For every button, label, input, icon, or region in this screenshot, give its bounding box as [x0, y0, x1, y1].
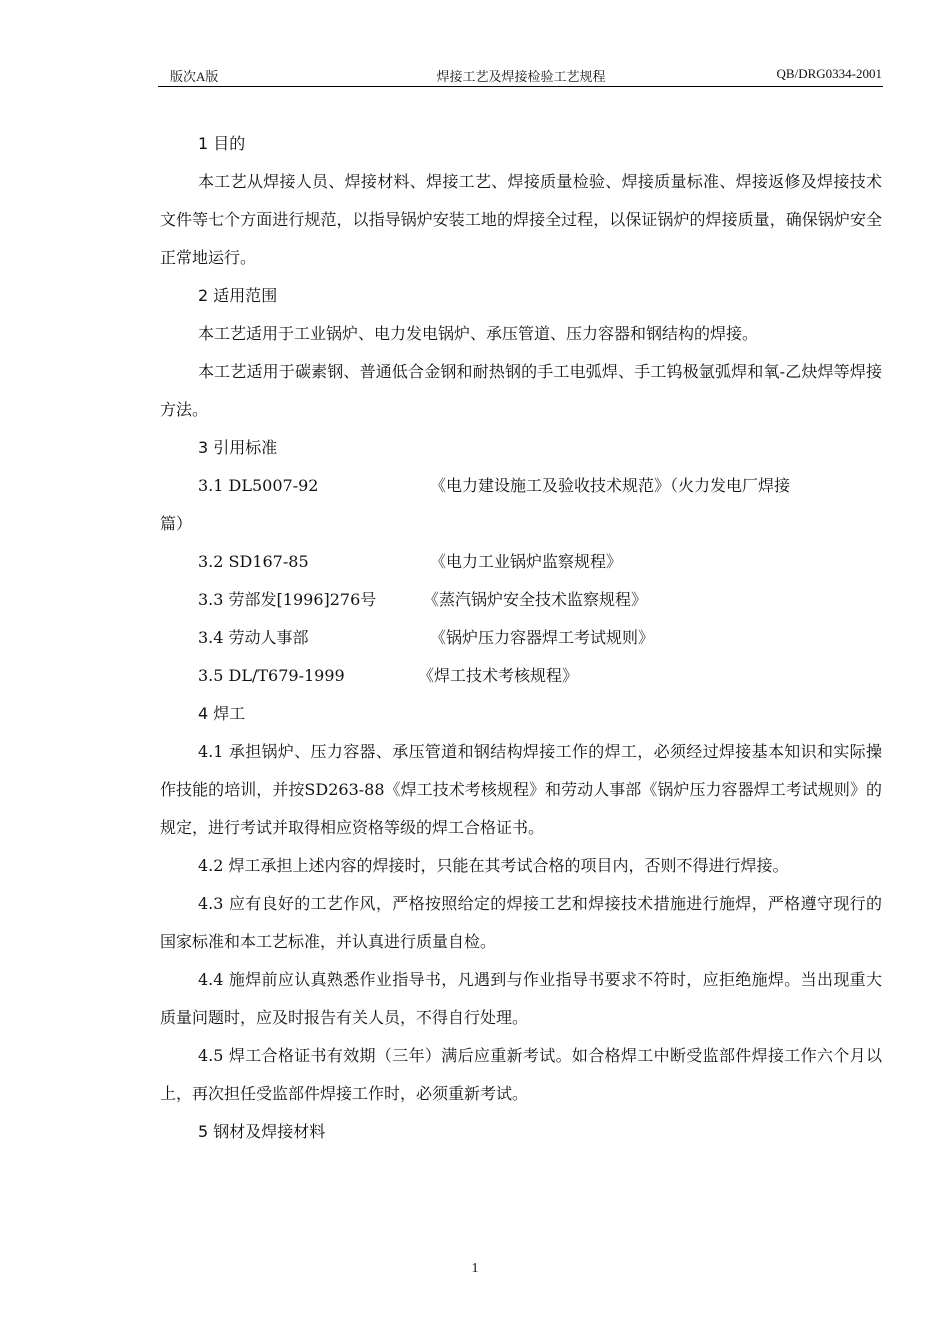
page-header — [160, 66, 882, 86]
section-heading-4: 4 焊工 — [198, 704, 246, 723]
reference-title: 《电力工业锅炉监察规程》 — [430, 552, 623, 571]
reference-item — [160, 657, 882, 695]
reference-number: 3.2 SD167-85 — [198, 552, 309, 571]
reference-item — [160, 581, 882, 619]
reference-title: 《锅炉压力容器焊工考试规则》 — [430, 628, 655, 647]
header-version: 版次A版 — [170, 69, 219, 84]
reference-number: 3.5 DL/T679-1999 — [198, 666, 345, 685]
reference-title: 《焊工技术考核规程》 — [418, 666, 579, 685]
reference-number: 3.4 劳动人事部 — [198, 628, 309, 647]
paragraph: 4.5 焊工合格证书有效期（三年）满后应重新考试。如合格焊工中断受监部件焊接工作六个月以上，再次担任受监部件焊接工作时，必须重新考试。 — [160, 1046, 882, 1103]
paragraph: 4.3 应有良好的工艺作风，严格按照给定的焊接工艺和焊接技术措施进行施焊，严格遵守现行的国家标准和本工艺标准，并认真进行质量自检。 — [160, 894, 882, 951]
page-number: 1 — [471, 1261, 479, 1276]
reference-number: 3.1 DL5007-92 — [198, 476, 319, 495]
section-heading-1: 1 目的 — [198, 134, 246, 153]
header-doc-number: QB/DRG0334-2001 — [776, 66, 882, 81]
paragraph: 4.2 焊工承担上述内容的焊接时，只能在其考试合格的项目内，否则不得进行焊接。 — [198, 856, 789, 875]
reference-title-continuation: 篇） — [160, 514, 193, 533]
section-heading-3: 3 引用标准 — [198, 438, 278, 457]
header-rule — [158, 86, 883, 87]
paragraph: 4.4 施焊前应认真熟悉作业指导书，凡遇到与作业指导书要求不符时，应拒绝施焊。当出现重大质量问题时，应及时报告有关人员，不得自行处理。 — [160, 970, 882, 1027]
paragraph: 本工艺从焊接人员、焊接材料、焊接工艺、焊接质量检验、焊接质量标准、焊接返修及焊接技术文件等七个方面进行规范，以指导锅炉安装工地的焊接全过程，以保证锅炉的焊接质量，确保锅炉安全正常地运行。 — [160, 172, 882, 267]
paragraph: 本工艺适用于工业锅炉、电力发电锅炉、承压管道、压力容器和钢结构的焊接。 — [198, 324, 759, 343]
header-title: 焊接工艺及焊接检验工艺规程 — [436, 69, 606, 84]
paragraph: 本工艺适用于碳素钢、普通低合金钢和耐热钢的手工电弧焊、手工钨极氩弧焊和氧-乙炔焊等焊接方法。 — [160, 362, 882, 419]
reference-continuation — [160, 505, 882, 543]
reference-title: 《电力建设施工及验收技术规范》（火力发电厂焊接 — [430, 476, 791, 495]
reference-item — [160, 467, 882, 505]
paragraph: 4.1 承担锅炉、压力容器、承压管道和钢结构焊接工作的焊工，必须经过焊接基本知识和实际操作技能的培训，并按SD263-88《焊工技术考核规程》和劳动人事部《锅炉压力容器焊工考试规则》的规定，进行考试并取得相应资格等级的焊工合格证书。 — [160, 742, 882, 837]
document-body — [160, 125, 882, 1151]
section-heading-5: 5 钢材及焊接材料 — [198, 1122, 326, 1141]
reference-title: 《蒸汽锅炉安全技术监察规程》 — [423, 590, 648, 609]
reference-item — [160, 619, 882, 657]
reference-number: 3.3 劳部发[1996]276号 — [198, 590, 377, 609]
section-heading-2: 2 适用范围 — [198, 286, 278, 305]
reference-item — [160, 543, 882, 581]
